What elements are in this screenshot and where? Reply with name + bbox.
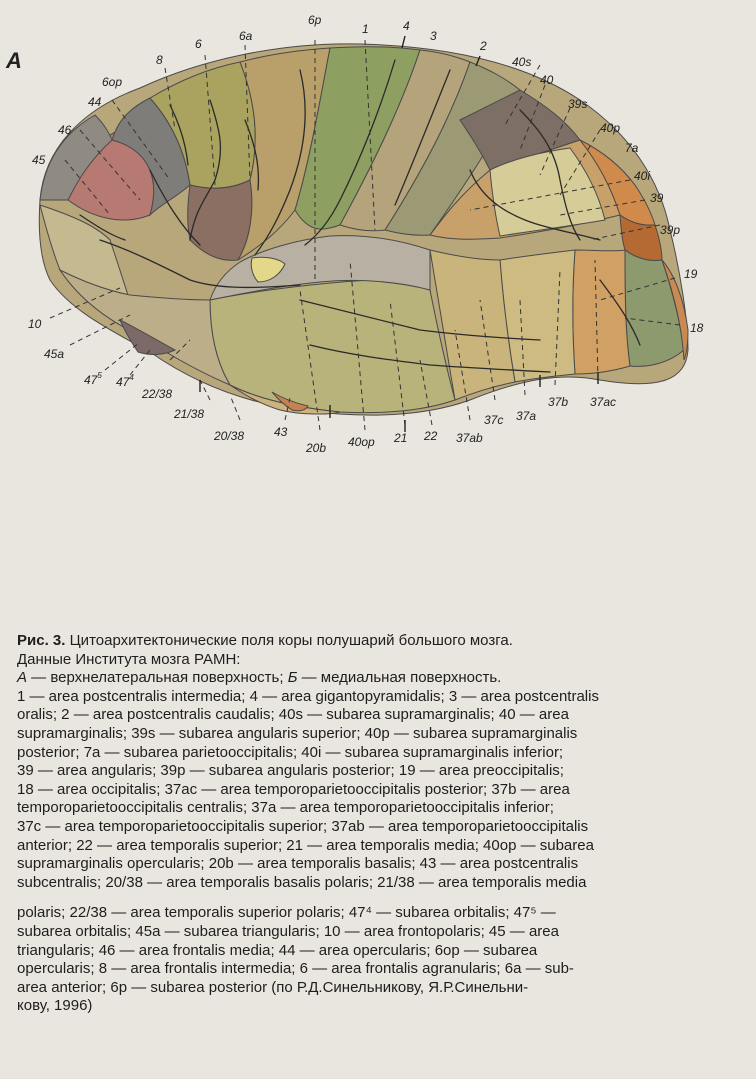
caption-block1-line: 18 — area occipitalis; 37ac — area temporoparietooccipitalis posterior; 37b — area [17, 780, 570, 798]
label-47-5-base: 47 [84, 373, 98, 387]
caption-a-letter: А [17, 669, 28, 687]
label-6: 6 [195, 37, 202, 51]
caption-block1-line: temporoparietooccipitalis centralis; 37a — area temporoparietooccipitalis inferior; [17, 799, 554, 817]
label-20b: 20b [306, 441, 327, 455]
caption-block2-line: polaris; 22/38 — area temporalis superior polaris; 47⁴ — subarea orbitalis; 47⁵ — [17, 904, 556, 922]
caption-block1-line: 37c — area temporoparietooccipitalis superior; 37ab — area temporoparietooccipitalis [17, 817, 589, 835]
caption-block2-line: кову, 1996) [17, 997, 93, 1015]
caption-block2-line: subarea orbitalis; 45a — subarea triangularis; 10 — area frontopolaris; 45 — area [17, 922, 559, 940]
caption-block1-line: supramarginalis; 39s — subarea angularis superior; 40p — subarea supramarginalis [17, 724, 578, 742]
caption-block2-line: triangularis; 46 — area frontalis media; 44 — area opercularis; 6op — subarea [17, 941, 538, 959]
caption-block2-line: area anterior; 6p — subarea posterior (по Р.Д.Синельникову, Я.Р.Синельни- [17, 978, 529, 996]
caption-block1-line: anterior; 22 — area temporalis superior; 21 — area temporalis media; 40op — subarea [17, 836, 594, 854]
label-46: 46 [58, 123, 72, 137]
label-37b: 37b [548, 395, 569, 409]
caption-block1-line: 1 — area postcentralis intermedia; 4 — area gigantopyramidalis; 3 — area postcentralis [17, 687, 599, 705]
caption-block1-line: posterior; 7a — subarea parietooccipitalis; 40i — subarea supramarginalis inferior; [17, 743, 564, 761]
label-22: 22 [424, 429, 438, 443]
label-40s: 40s [512, 55, 532, 69]
label-10: 10 [28, 317, 42, 331]
label-21-38: 21/38 [174, 407, 205, 421]
label-40i: 40i [634, 169, 651, 183]
brain-hemisphere [39, 44, 688, 415]
label-6op: 6op [102, 75, 123, 89]
caption-b-letter: Б [287, 669, 298, 687]
label-1: 1 [362, 22, 369, 36]
label-7a: 7a [625, 141, 639, 155]
label-39p: 39p [660, 223, 681, 237]
caption-block1-line: subcentralis; 20/38 — area temporalis basalis polaris; 21/38 — area temporalis media [17, 873, 587, 891]
label-40: 40 [540, 73, 554, 87]
label-2: 2 [480, 39, 487, 53]
caption-gap [17, 892, 737, 904]
label-40p: 40p [600, 121, 621, 135]
figure-caption [17, 632, 737, 1016]
panel-letter: A [6, 48, 22, 73]
label-47-4 [116, 373, 134, 389]
label-6p: 6p [308, 13, 322, 27]
label-44: 44 [88, 95, 102, 109]
label-45: 45 [32, 153, 46, 167]
caption-a-text: — верхнелатеральная поверхность; [27, 669, 288, 687]
label-45a: 45a [44, 347, 65, 361]
label-39: 39 [650, 191, 664, 205]
label-40op: 40op [348, 435, 375, 449]
caption-block1-line: 39 — area angularis; 39p — subarea angularis posterior; 19 — area preoccipitalis; [17, 762, 564, 780]
label-37ab: 37ab [456, 431, 483, 445]
label-47-4-sup: 4 [129, 373, 134, 382]
label-19: 19 [684, 267, 698, 281]
label-47-5-sup: 5 [97, 371, 102, 380]
caption-title-text: Цитоархитектонические поля коры полушарий большого мозга. [65, 632, 513, 649]
caption-block1-line: oralis; 2 — area postcentralis caudalis; 40s — subarea supramarginalis; 40 — area [17, 706, 569, 724]
label-22-38: 22/38 [142, 387, 173, 401]
caption-title-line [17, 632, 737, 651]
label-37ac: 37ac [590, 395, 617, 409]
caption-b-text: — медиальная поверхность. [297, 669, 502, 687]
caption-source-line: Данные Института мозга РАМН: [17, 650, 241, 668]
label-3: 3 [430, 29, 437, 43]
caption-block2-line: opercularis; 8 — area frontalis intermedia; 6 — area frontalis agranularis; 6a — sub- [17, 960, 574, 978]
label-37a: 37a [516, 409, 537, 423]
label-43: 43 [274, 425, 288, 439]
caption-figure-number: Рис. 3. [17, 632, 66, 649]
label-20-38: 20/38 [214, 429, 245, 443]
label-37c: 37c [484, 413, 504, 427]
label-39s: 39s [568, 97, 588, 111]
caption-block1-line: supramarginalis opercularis; 20b — area temporalis basalis; 43 — area postcentralis [17, 855, 579, 873]
caption-legend-line [17, 669, 737, 688]
label-47-5 [84, 371, 102, 387]
label-4: 4 [403, 19, 410, 33]
label-47-4-base: 47 [116, 375, 130, 389]
label-18: 18 [690, 321, 704, 335]
label-6a: 6a [239, 29, 253, 43]
label-8: 8 [156, 53, 163, 67]
label-21: 21 [394, 431, 408, 445]
